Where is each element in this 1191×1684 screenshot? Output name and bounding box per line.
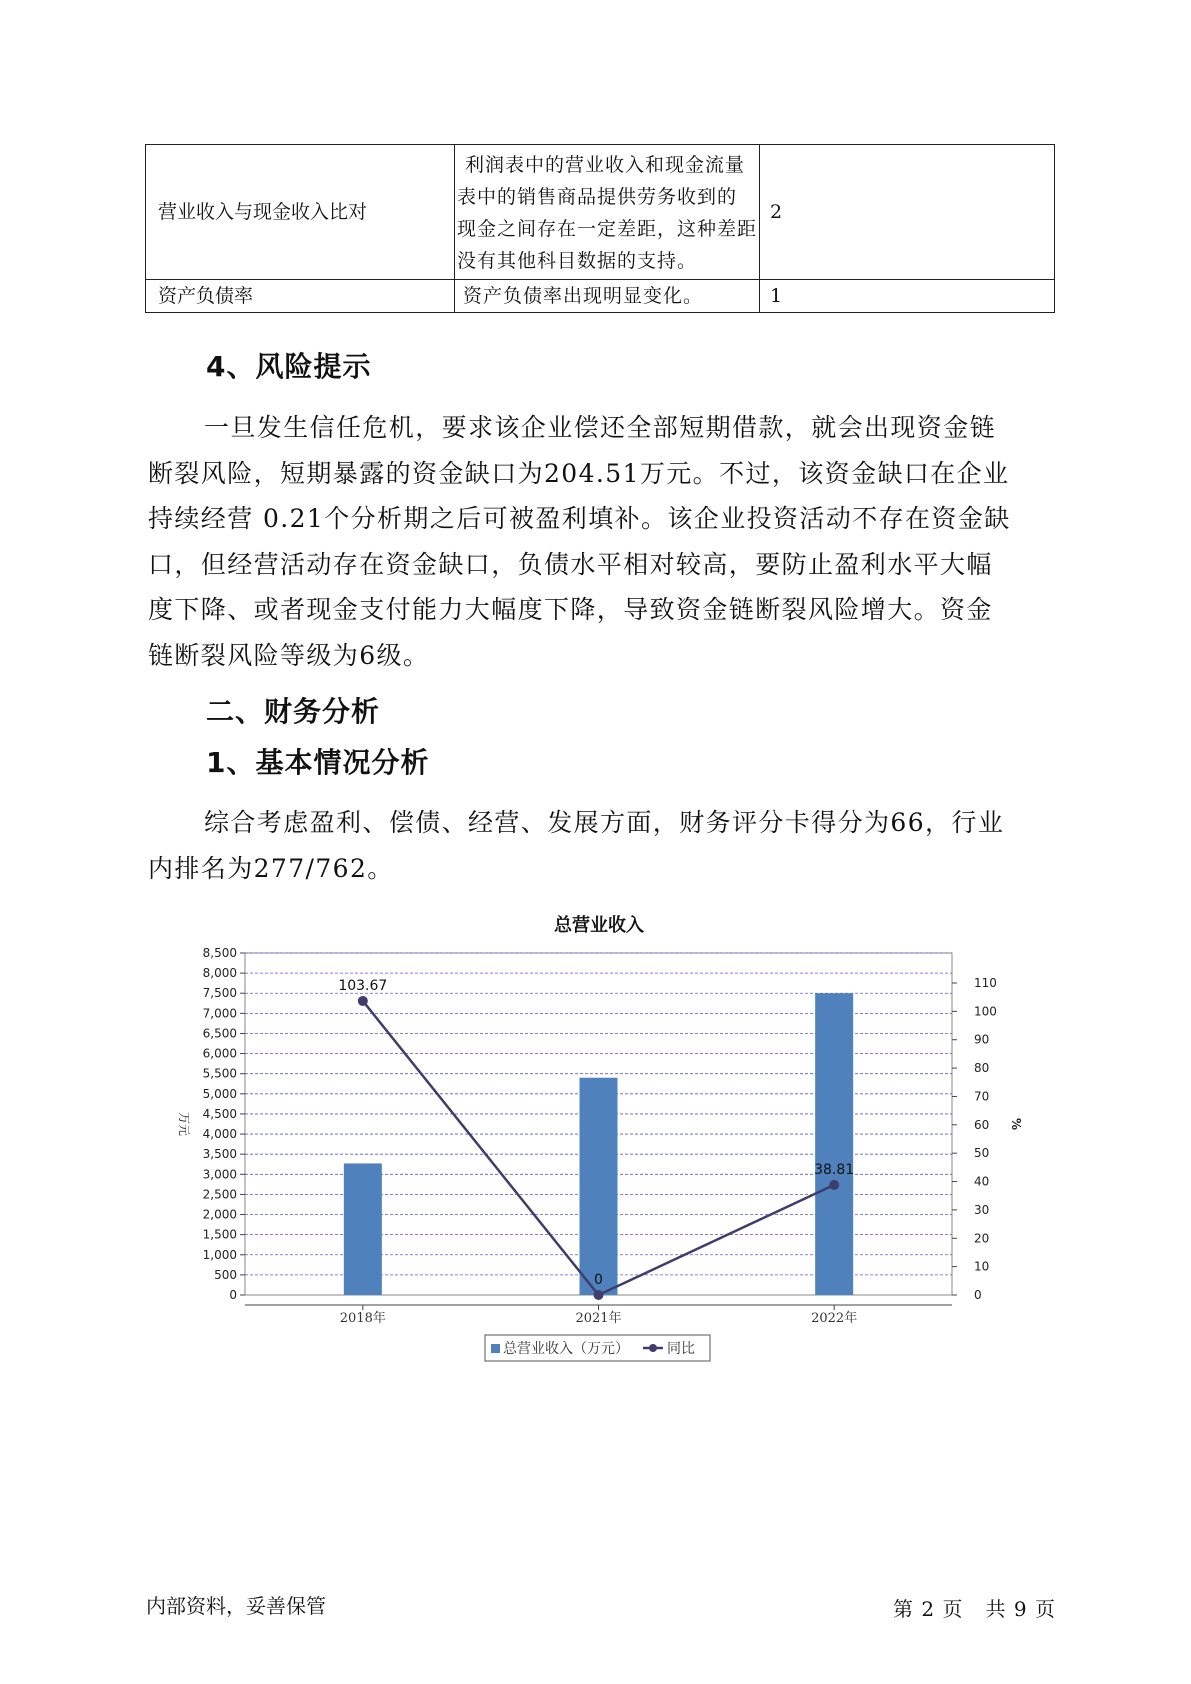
paragraph-line: 一旦发生信任危机，要求该企业偿还全部短期借款，就会出现资金链 xyxy=(204,413,997,442)
table-cell-score: 1 xyxy=(760,280,1055,313)
description-line: 没有其他科目数据的支持。 xyxy=(457,250,698,272)
yoy-point xyxy=(358,996,368,1006)
left-axis-tick-label: 1,500 xyxy=(202,1227,237,1242)
table-cell-description: 资产负债率出现明显变化。 xyxy=(455,280,760,313)
table-cell-item: 营业收入与现金收入比对 xyxy=(146,145,455,280)
left-axis-tick-label: 6,500 xyxy=(202,1026,237,1041)
revenue-chart xyxy=(160,905,1040,1375)
yoy-data-label: 38.81 xyxy=(814,1161,855,1178)
section-heading-risk: 4、风险提示 xyxy=(206,350,372,383)
table-row xyxy=(146,145,1055,280)
revenue-bar xyxy=(815,993,853,1295)
left-axis-title: 万元 xyxy=(177,1111,191,1137)
left-axis-tick-label: 5,000 xyxy=(202,1086,237,1101)
right-axis-tick-label: 110 xyxy=(974,976,997,990)
yoy-data-label: 0 xyxy=(594,1272,603,1288)
left-axis-tick-label: 2,500 xyxy=(202,1187,237,1202)
right-axis-tick-label: 40 xyxy=(974,1174,990,1189)
x-axis-tick-label: 2022年 xyxy=(811,1311,858,1326)
left-axis-tick-label: 0 xyxy=(229,1288,237,1302)
left-axis-tick-label: 5,500 xyxy=(202,1066,237,1081)
revenue-bar xyxy=(344,1163,382,1295)
left-axis-tick-label: 4,000 xyxy=(202,1127,237,1142)
description-line: 利润表中的营业收入和现金流量 xyxy=(465,154,746,176)
table-cell-description xyxy=(455,145,760,280)
paragraph-line: 口，但经营活动存在资金缺口，负债水平相对较高，要防止盈利水平大幅 xyxy=(148,549,993,579)
left-axis-tick-label: 500 xyxy=(214,1267,237,1282)
right-axis-tick-label: 60 xyxy=(974,1117,990,1132)
right-axis-tick-label: 90 xyxy=(974,1032,990,1047)
footer-text: 第 xyxy=(893,1597,914,1621)
yoy-point xyxy=(829,1180,839,1190)
x-axis-tick-label: 2021年 xyxy=(575,1311,622,1326)
yoy-data-label: 103.67 xyxy=(338,977,388,994)
paragraph-line: 综合考虑盈利、偿债、经营、发展方面，财务评分卡得分为66，行业 xyxy=(204,808,1005,837)
risk-paragraph xyxy=(148,405,1058,678)
sub-heading-basic: 1、基本情况分析 xyxy=(206,746,430,779)
description-line: 现金之间存在一定差距，这种差距 xyxy=(457,218,758,240)
paragraph-line: 链断裂风险等级为6级。 xyxy=(148,640,430,670)
right-axis-tick-label: 80 xyxy=(974,1061,990,1076)
table-cell-score: 2 xyxy=(760,145,1055,280)
risk-items-table xyxy=(145,144,1055,313)
left-axis-tick-label: 6,000 xyxy=(202,1046,237,1061)
right-axis-tick-label: 30 xyxy=(974,1202,990,1217)
revenue-bar xyxy=(580,1078,618,1295)
left-axis-tick-label: 4,500 xyxy=(202,1106,237,1121)
legend-label-yoy: 同比 xyxy=(667,1341,695,1357)
footer-text: 页 xyxy=(1034,1597,1056,1621)
left-axis-tick-label: 7,500 xyxy=(202,986,237,1001)
left-axis-tick-label: 7,000 xyxy=(202,1006,237,1021)
x-axis-tick-label: 2018年 xyxy=(339,1311,386,1326)
footer-confidential-note: 内部资料，妥善保管 xyxy=(146,1594,326,1618)
description-line: 表中的销售商品提供劳务收到的 xyxy=(457,186,738,208)
table-cell-item: 资产负债率 xyxy=(146,280,455,313)
legend-swatch-point xyxy=(649,1344,657,1352)
total-page-number: 9 xyxy=(1013,1597,1028,1621)
left-axis-tick-label: 8,500 xyxy=(202,946,237,960)
right-axis-tick-label: 10 xyxy=(974,1259,990,1274)
right-axis-tick-label: 100 xyxy=(974,1004,997,1019)
footer-text: 页 xyxy=(942,1597,964,1621)
left-axis-tick-label: 1,000 xyxy=(202,1247,237,1262)
current-page-number: 2 xyxy=(921,1597,936,1621)
paragraph-line: 断裂风险，短期暴露的资金缺口为204.51万元。不过，该资金缺口在企业 xyxy=(148,458,1010,488)
right-axis-title: % xyxy=(1009,1117,1023,1131)
left-axis-tick-label: 3,500 xyxy=(202,1147,237,1162)
left-axis-tick-label: 8,000 xyxy=(202,966,237,981)
paragraph-line: 持续经营 0.21个分析期之后可被盈利填补。该企业投资活动不存在资金缺 xyxy=(148,504,1011,533)
finance-paragraph xyxy=(148,800,1058,891)
table-row xyxy=(146,280,1055,313)
footer-text: 共 xyxy=(985,1597,1007,1621)
paragraph-line: 内排名为277/762。 xyxy=(148,853,394,883)
paragraph-line: 度下降、或者现金支付能力大幅度下降，导致资金链断裂风险增大。资金 xyxy=(148,595,993,624)
chart-title: 总营业收入 xyxy=(554,915,644,936)
yoy-point xyxy=(594,1290,604,1300)
right-axis-tick-label: 70 xyxy=(974,1089,990,1104)
footer-page-number xyxy=(893,1593,1056,1622)
left-axis-tick-label: 3,000 xyxy=(202,1167,237,1182)
right-axis-tick-label: 50 xyxy=(974,1146,990,1161)
section-heading-finance: 二、财务分析 xyxy=(206,695,381,728)
right-axis-tick-label: 0 xyxy=(974,1288,982,1302)
revenue-chart-svg xyxy=(160,905,1040,1375)
legend-label-revenue: 总营业收入（万元） xyxy=(503,1341,629,1357)
chart-legend xyxy=(485,1335,710,1361)
right-axis-tick-label: 20 xyxy=(974,1231,990,1246)
legend-swatch-bar xyxy=(491,1344,500,1353)
left-axis-tick-label: 2,000 xyxy=(202,1207,237,1222)
